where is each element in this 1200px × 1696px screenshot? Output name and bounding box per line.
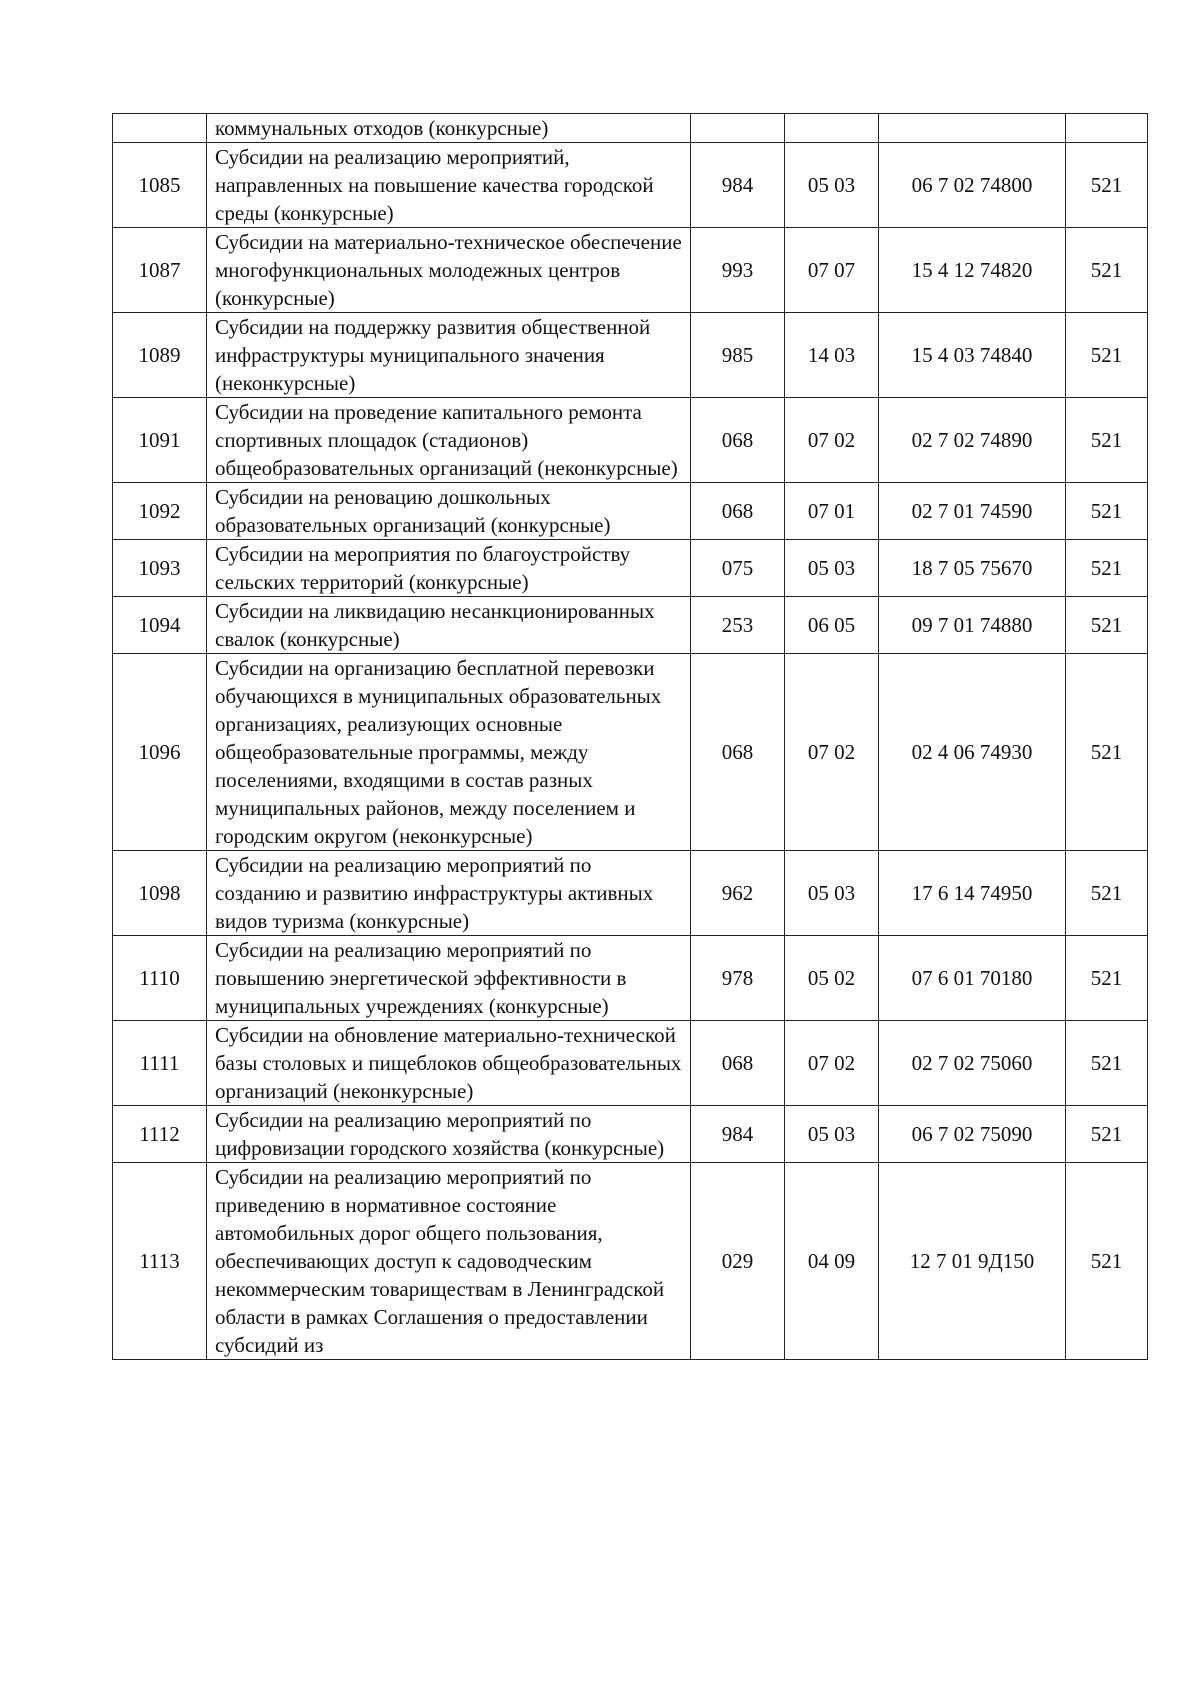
section-code-cell: 05 03 bbox=[785, 540, 879, 597]
description-cell: Субсидии на реновацию дошкольных образовательных организаций (конкурсные) bbox=[207, 483, 691, 540]
description-cell: Субсидии на проведение капитального ремонта спортивных площадок (стадионов) общеобразовательных организаций (неконкурсные) bbox=[207, 398, 691, 483]
description-cell: коммунальных отходов (конкурсные) bbox=[207, 114, 691, 143]
description-cell: Субсидии на обновление материально-технической базы столовых и пищеблоков общеобразовательных организаций (неконкурсные) bbox=[207, 1021, 691, 1106]
section-code-cell: 05 03 bbox=[785, 1106, 879, 1163]
section-code-cell: 05 03 bbox=[785, 851, 879, 936]
section-code-cell: 07 02 bbox=[785, 398, 879, 483]
grbs-code-cell: 993 bbox=[691, 228, 785, 313]
expense-type-cell: 521 bbox=[1066, 936, 1148, 1021]
row-number-cell: 1098 bbox=[113, 851, 207, 936]
row-number-cell: 1094 bbox=[113, 597, 207, 654]
grbs-code-cell: 962 bbox=[691, 851, 785, 936]
table-row bbox=[113, 114, 1148, 143]
table-row bbox=[113, 483, 1148, 540]
target-article-cell: 02 7 01 74590 bbox=[879, 483, 1066, 540]
section-code-cell: 07 02 bbox=[785, 1021, 879, 1106]
section-code-cell: 06 05 bbox=[785, 597, 879, 654]
table-row bbox=[113, 398, 1148, 483]
expense-type-cell: 521 bbox=[1066, 1106, 1148, 1163]
subsidy-table bbox=[112, 113, 1148, 1360]
target-article-cell: 02 7 02 74890 bbox=[879, 398, 1066, 483]
target-article-cell: 02 4 06 74930 bbox=[879, 654, 1066, 851]
table-row bbox=[113, 313, 1148, 398]
section-code-cell: 07 01 bbox=[785, 483, 879, 540]
target-article-cell: 09 7 01 74880 bbox=[879, 597, 1066, 654]
target-article-cell: 18 7 05 75670 bbox=[879, 540, 1066, 597]
grbs-code-cell: 068 bbox=[691, 398, 785, 483]
table-row bbox=[113, 143, 1148, 228]
grbs-code-cell: 068 bbox=[691, 1021, 785, 1106]
section-code-cell: 05 02 bbox=[785, 936, 879, 1021]
target-article-cell: 17 6 14 74950 bbox=[879, 851, 1066, 936]
row-number-cell: 1087 bbox=[113, 228, 207, 313]
description-cell: Субсидии на реализацию мероприятий по повышению энергетической эффективности в муниципальных учреждениях (конкурсные) bbox=[207, 936, 691, 1021]
section-code-cell: 04 09 bbox=[785, 1163, 879, 1360]
target-article-cell: 15 4 12 74820 bbox=[879, 228, 1066, 313]
row-number-cell: 1092 bbox=[113, 483, 207, 540]
row-number-cell: 1112 bbox=[113, 1106, 207, 1163]
description-cell: Субсидии на материально-техническое обеспечение многофункциональных молодежных центров (конкурсные) bbox=[207, 228, 691, 313]
row-number-cell: 1089 bbox=[113, 313, 207, 398]
target-article-cell: 07 6 01 70180 bbox=[879, 936, 1066, 1021]
grbs-code-cell bbox=[691, 114, 785, 143]
expense-type-cell: 521 bbox=[1066, 483, 1148, 540]
table-body bbox=[113, 114, 1148, 1360]
section-code-cell: 05 03 bbox=[785, 143, 879, 228]
grbs-code-cell: 984 bbox=[691, 143, 785, 228]
description-cell: Субсидии на ликвидацию несанкционированных свалок (конкурсные) bbox=[207, 597, 691, 654]
description-cell: Субсидии на реализацию мероприятий, направленных на повышение качества городской среды (конкурсные) bbox=[207, 143, 691, 228]
table-row bbox=[113, 1163, 1148, 1360]
target-article-cell: 02 7 02 75060 bbox=[879, 1021, 1066, 1106]
row-number-cell: 1111 bbox=[113, 1021, 207, 1106]
expense-type-cell: 521 bbox=[1066, 540, 1148, 597]
row-number-cell: 1096 bbox=[113, 654, 207, 851]
table-row bbox=[113, 540, 1148, 597]
expense-type-cell: 521 bbox=[1066, 1163, 1148, 1360]
row-number-cell: 1091 bbox=[113, 398, 207, 483]
expense-type-cell: 521 bbox=[1066, 228, 1148, 313]
expense-type-cell: 521 bbox=[1066, 143, 1148, 228]
expense-type-cell: 521 bbox=[1066, 398, 1148, 483]
table-row bbox=[113, 936, 1148, 1021]
target-article-cell: 15 4 03 74840 bbox=[879, 313, 1066, 398]
description-cell: Субсидии на реализацию мероприятий по цифровизации городского хозяйства (конкурсные) bbox=[207, 1106, 691, 1163]
table-row bbox=[113, 851, 1148, 936]
target-article-cell bbox=[879, 114, 1066, 143]
section-code-cell: 07 07 bbox=[785, 228, 879, 313]
description-cell: Субсидии на поддержку развития общественной инфраструктуры муниципального значения (неконкурсные) bbox=[207, 313, 691, 398]
description-cell: Субсидии на реализацию мероприятий по приведению в нормативное состояние автомобильных дорог общего пользования, обеспечивающих доступ к садоводческим некоммерческим товариществам в Ленинградской области в рамках Соглашения о предоставлении субсидий из bbox=[207, 1163, 691, 1360]
row-number-cell: 1110 bbox=[113, 936, 207, 1021]
table-row bbox=[113, 228, 1148, 313]
grbs-code-cell: 075 bbox=[691, 540, 785, 597]
section-code-cell: 07 02 bbox=[785, 654, 879, 851]
grbs-code-cell: 984 bbox=[691, 1106, 785, 1163]
section-code-cell bbox=[785, 114, 879, 143]
grbs-code-cell: 985 bbox=[691, 313, 785, 398]
target-article-cell: 12 7 01 9Д150 bbox=[879, 1163, 1066, 1360]
expense-type-cell: 521 bbox=[1066, 851, 1148, 936]
row-number-cell: 1093 bbox=[113, 540, 207, 597]
grbs-code-cell: 029 bbox=[691, 1163, 785, 1360]
description-cell: Субсидии на организацию бесплатной перевозки обучающихся в муниципальных образовательных организациях, реализующих основные общеобразовательные программы, между поселениями, входящими в состав разных муниципальных районов, между поселением и городским округом (неконкурсные) bbox=[207, 654, 691, 851]
grbs-code-cell: 068 bbox=[691, 483, 785, 540]
grbs-code-cell: 978 bbox=[691, 936, 785, 1021]
table-row bbox=[113, 654, 1148, 851]
grbs-code-cell: 068 bbox=[691, 654, 785, 851]
table-row bbox=[113, 597, 1148, 654]
target-article-cell: 06 7 02 74800 bbox=[879, 143, 1066, 228]
target-article-cell: 06 7 02 75090 bbox=[879, 1106, 1066, 1163]
description-cell: Субсидии на мероприятия по благоустройству сельских территорий (конкурсные) bbox=[207, 540, 691, 597]
section-code-cell: 14 03 bbox=[785, 313, 879, 398]
description-cell: Субсидии на реализацию мероприятий по созданию и развитию инфраструктуры активных видов туризма (конкурсные) bbox=[207, 851, 691, 936]
table-row bbox=[113, 1106, 1148, 1163]
expense-type-cell: 521 bbox=[1066, 654, 1148, 851]
table-row bbox=[113, 1021, 1148, 1106]
row-number-cell: 1113 bbox=[113, 1163, 207, 1360]
grbs-code-cell: 253 bbox=[691, 597, 785, 654]
expense-type-cell bbox=[1066, 114, 1148, 143]
row-number-cell: 1085 bbox=[113, 143, 207, 228]
expense-type-cell: 521 bbox=[1066, 597, 1148, 654]
expense-type-cell: 521 bbox=[1066, 313, 1148, 398]
row-number-cell bbox=[113, 114, 207, 143]
expense-type-cell: 521 bbox=[1066, 1021, 1148, 1106]
